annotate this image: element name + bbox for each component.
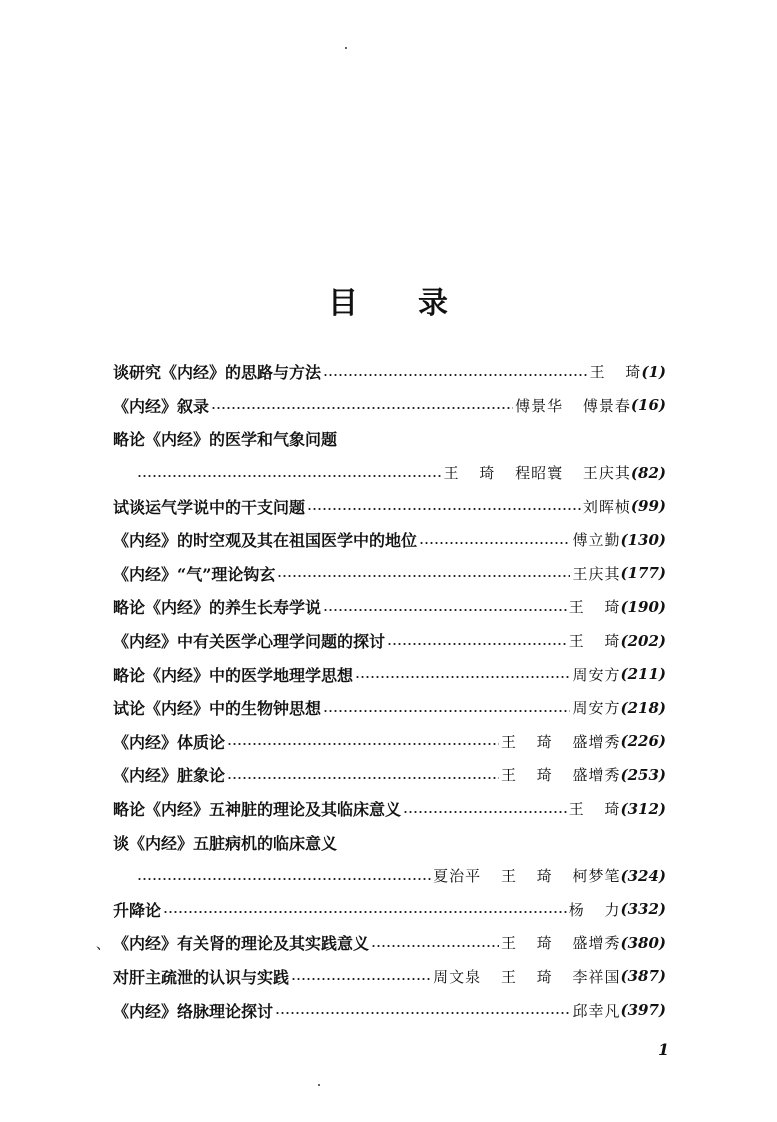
entry-title: 《内经》脏象论 (113, 766, 226, 786)
scan-speck (345, 47, 347, 49)
title-char-left: 目 (328, 286, 358, 321)
toc-entry (113, 993, 666, 1027)
entry-page: (1) (641, 362, 666, 381)
dot-leader (137, 877, 431, 881)
entry-page: (190) (620, 597, 666, 616)
entry-title: 对肝主疏泄的认识与实践 (113, 967, 290, 987)
entry-page: (324) (620, 866, 666, 885)
entry-page: (218) (620, 698, 666, 717)
toc-entry (113, 355, 666, 389)
entry-title: 谈研究《内经》的思路与方法 (113, 363, 322, 383)
entry-author: 周文泉 王 琦 李祥国 (433, 967, 621, 986)
entry-title: 《内经》有关肾的理论及其实践意义 (113, 934, 370, 954)
scan-speck (318, 1084, 320, 1086)
entry-page: (16) (630, 396, 666, 415)
toc-entry (113, 456, 666, 490)
toc-entry (113, 792, 666, 826)
toc-entry (113, 624, 666, 658)
entry-page: (211) (620, 665, 666, 684)
entry-title: 试论《内经》中的生物钟思想 (113, 699, 322, 719)
entry-title: 谈《内经》五脏病机的临床意义 (113, 833, 338, 853)
toc-entry (113, 691, 666, 725)
toc-entry (113, 926, 666, 960)
toc-entry (113, 859, 666, 893)
entry-author: 王庆其 (572, 564, 621, 583)
entry-author: 王 琦 盛增秀 (500, 766, 621, 785)
toc-entry (113, 893, 666, 927)
table-of-contents (113, 355, 666, 1027)
dot-leader (307, 507, 581, 511)
toc-entry (113, 657, 666, 691)
entry-title: 《内经》叙录 (113, 396, 210, 416)
dot-leader (323, 373, 588, 377)
toc-entry (113, 825, 666, 859)
entry-author: 周安方 (572, 665, 621, 684)
entry-author: 王 琦 (568, 800, 621, 819)
dot-leader (355, 675, 570, 679)
entry-title: 试谈运气学说中的干支问题 (113, 497, 306, 517)
dot-leader (419, 541, 570, 545)
dot-leader (323, 709, 570, 713)
scan-mark: 、 (96, 937, 110, 953)
entry-page: (397) (620, 1001, 666, 1020)
entry-author: 王 琦 (568, 598, 621, 617)
entry-title: 《内经》体质论 (113, 732, 226, 752)
page-number: 1 (658, 1040, 670, 1059)
entry-title: 略论《内经》的医学和气象问题 (113, 430, 338, 450)
entry-author: 傅立勤 (572, 531, 621, 550)
entry-page: (82) (630, 463, 666, 482)
toc-entry (113, 725, 666, 759)
dot-leader (275, 1011, 570, 1015)
entry-author: 王 琦 程昭寰 王庆其 (443, 464, 631, 483)
entry-author: 傅景华 傅景春 (515, 396, 631, 415)
entry-title: 《内经》“气”理论钩玄 (113, 564, 276, 584)
entry-author: 王 琦 (589, 363, 642, 382)
title-char-right: 录 (418, 286, 448, 321)
dot-leader (291, 977, 431, 981)
entry-page: (99) (630, 497, 666, 516)
entry-title: 略论《内经》中的医学地理学思想 (113, 665, 354, 685)
toc-entry (113, 590, 666, 624)
entry-page: (253) (620, 765, 666, 784)
dot-leader (387, 642, 567, 646)
entry-page: (380) (620, 933, 666, 952)
toc-entry (113, 960, 666, 994)
entry-page: (202) (620, 631, 666, 650)
dot-leader (403, 810, 567, 814)
dot-leader (227, 776, 499, 780)
toc-entry (113, 557, 666, 591)
entry-page: (226) (620, 732, 666, 751)
entry-title: 略论《内经》的养生长寿学说 (113, 598, 322, 618)
entry-page: (312) (620, 799, 666, 818)
page-title (0, 278, 777, 321)
dot-leader (323, 608, 567, 612)
toc-entry (113, 489, 666, 523)
entry-author: 王 琦 (568, 632, 621, 651)
dot-leader (137, 474, 442, 478)
dot-leader (277, 574, 570, 578)
entry-title: 《内经》的时空观及其在祖国医学中的地位 (113, 531, 418, 551)
entry-author: 周安方 (572, 699, 621, 718)
dot-leader (227, 742, 499, 746)
entry-page: (332) (620, 900, 666, 919)
entry-author: 刘晖桢 (582, 497, 631, 516)
entry-title: 升降论 (113, 900, 162, 920)
entry-page: (387) (620, 967, 666, 986)
entry-title: 《内经》络脉理论探讨 (113, 1001, 274, 1021)
dot-leader (371, 944, 499, 948)
entry-author: 夏治平 王 琦 柯梦笔 (433, 867, 621, 886)
toc-entry (113, 422, 666, 456)
entry-page: (177) (620, 564, 666, 583)
entry-page: (130) (620, 530, 666, 549)
dot-leader (163, 910, 567, 914)
entry-title: 《内经》中有关医学心理学问题的探讨 (113, 632, 386, 652)
toc-entry (113, 758, 666, 792)
entry-author: 王 琦 盛增秀 (500, 732, 621, 751)
dot-leader (211, 406, 513, 410)
entry-title: 略论《内经》五神脏的理论及其临床意义 (113, 800, 402, 820)
entry-author: 邱幸凡 (572, 1001, 621, 1020)
toc-entry (113, 389, 666, 423)
toc-entry (113, 523, 666, 557)
entry-author: 王 琦 盛增秀 (500, 934, 621, 953)
entry-author: 杨 力 (568, 900, 621, 919)
